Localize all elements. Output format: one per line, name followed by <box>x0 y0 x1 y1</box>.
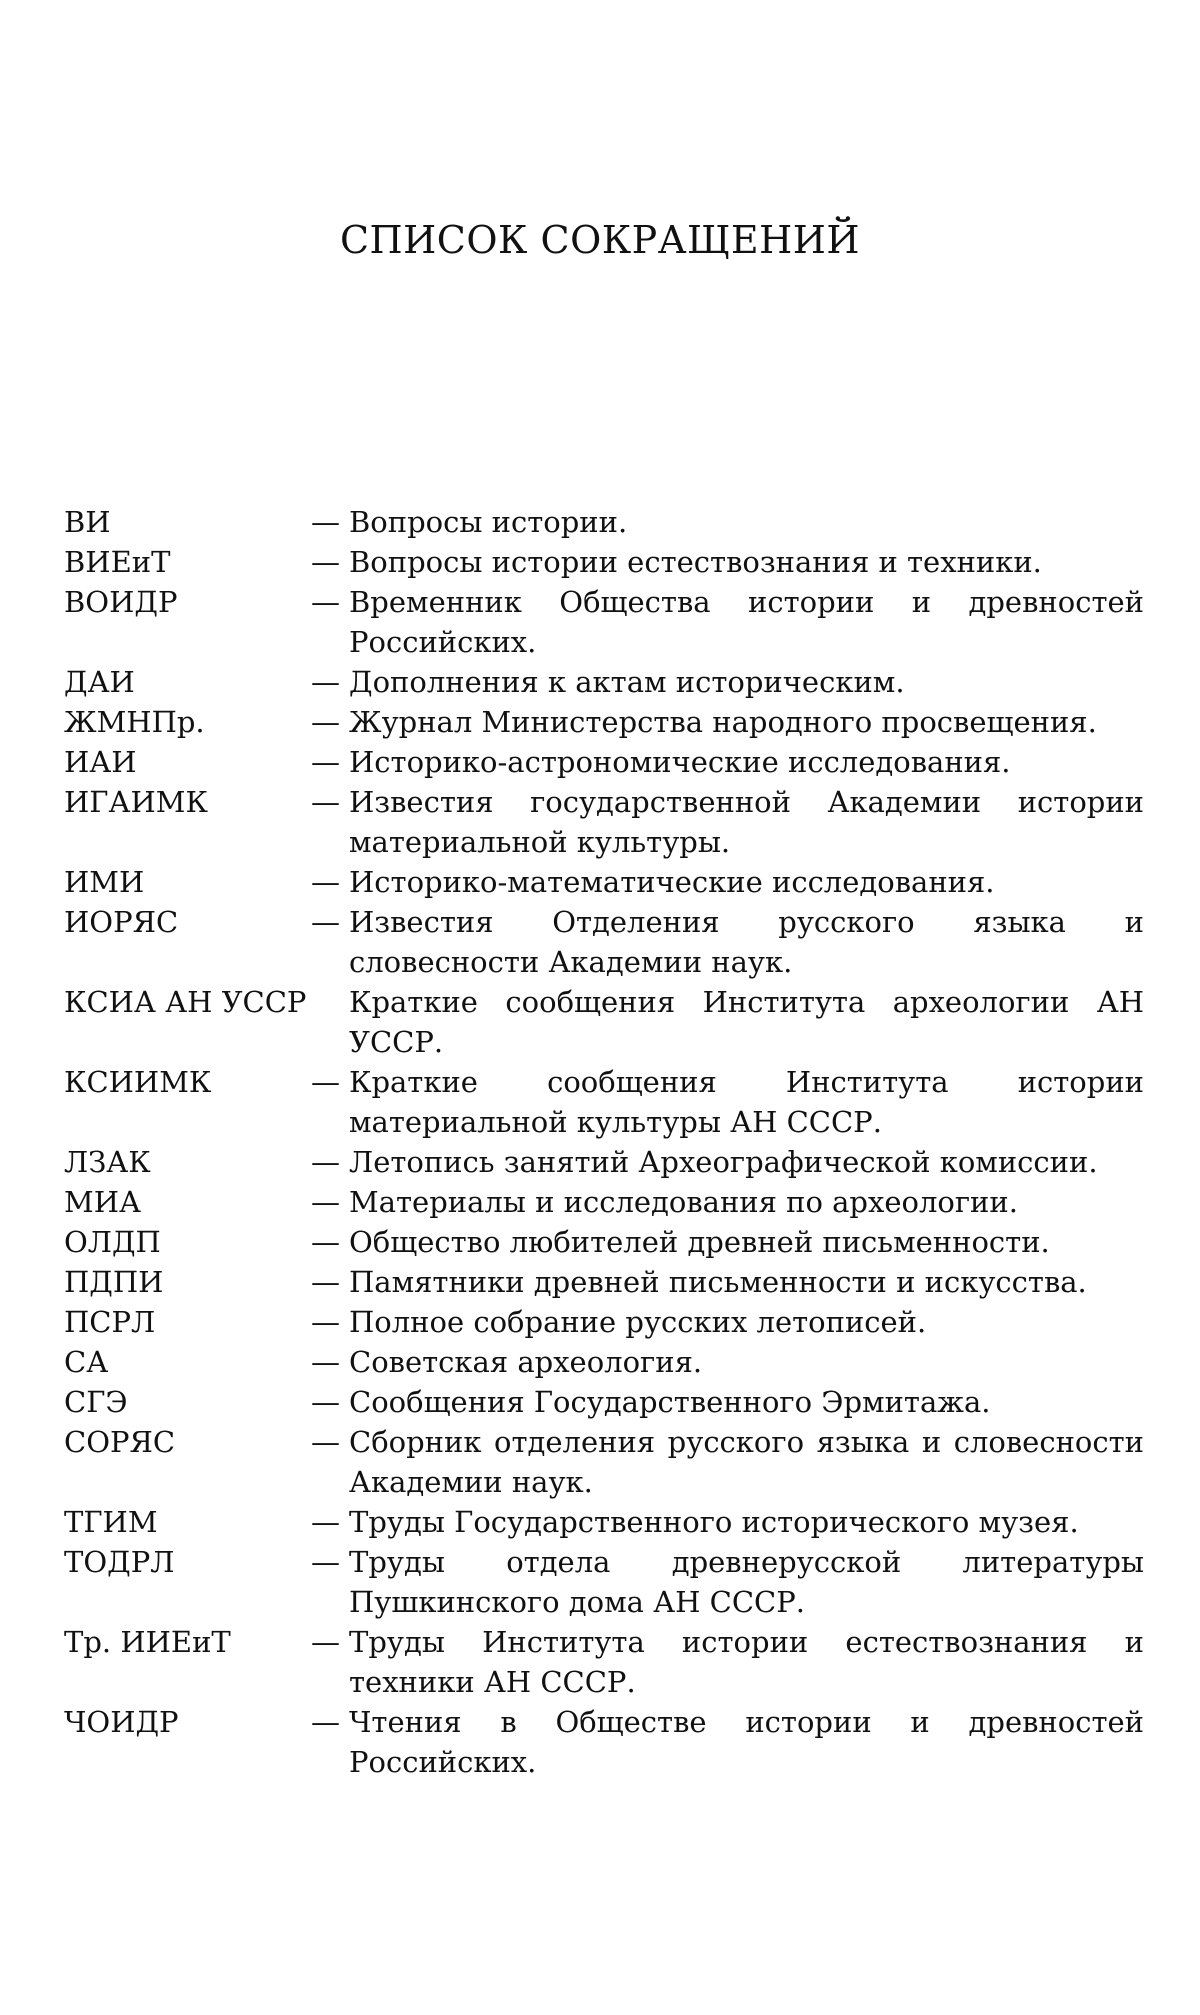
abbreviation-dash: — <box>311 705 340 739</box>
abbreviation-definition: Временник Общества истории и древностей Российских. <box>349 585 1144 659</box>
abbreviation-term: ИОРЯС <box>64 905 179 939</box>
list-item <box>64 1302 1144 1342</box>
abbreviation-term: ДАИ <box>64 665 135 699</box>
abbreviation-dash: — <box>311 1385 340 1419</box>
abbreviation-term: ЧОИДР <box>64 1705 179 1739</box>
list-item <box>64 1262 1144 1302</box>
abbreviation-dash: — <box>311 1545 340 1579</box>
abbreviation-dash: — <box>311 1505 340 1539</box>
list-item <box>64 1382 1144 1422</box>
abbreviation-definition: Сборник отделения русского языка и словесности Академии наук. <box>349 1425 1144 1499</box>
abbreviation-term: ВИЕиТ <box>64 545 171 579</box>
abbreviation-dash: — <box>311 545 340 579</box>
abbreviation-definition: Чтения в Обществе истории и древностей Российских. <box>349 1705 1144 1779</box>
list-item <box>64 702 1144 742</box>
abbreviation-dash: — <box>311 505 340 539</box>
list-item <box>64 662 1144 702</box>
abbreviation-dash: — <box>311 1705 340 1739</box>
list-item <box>64 542 1144 582</box>
abbreviation-term: КСИА АН УССР <box>64 985 307 1019</box>
abbreviation-definition: Известия Отделения русского языка и словесности Академии наук. <box>349 905 1144 979</box>
abbreviation-definition: Труды отдела древнерусской литературы Пушкинского дома АН СССР. <box>349 1545 1144 1619</box>
abbreviation-definition: Летопись занятий Археографической комиссии. <box>349 1145 1098 1179</box>
abbreviation-term: ИМИ <box>64 865 145 899</box>
list-item <box>64 782 1144 862</box>
abbreviation-term: ЖМНПр. <box>64 705 205 739</box>
abbreviation-dash: — <box>311 865 340 899</box>
abbreviation-term: СОРЯС <box>64 1425 176 1459</box>
list-item <box>64 1702 1144 1782</box>
abbreviation-term: ВОИДР <box>64 585 178 619</box>
abbreviation-term: ТГИМ <box>64 1505 158 1539</box>
list-item <box>64 1622 1144 1702</box>
list-item <box>64 1422 1144 1502</box>
abbreviation-definition: Краткие сообщения Института истории материальной культуры АН СССР. <box>349 1065 1144 1139</box>
abbreviation-term: ИАИ <box>64 745 137 779</box>
abbreviation-definition: Известия государственной Академии истории материальной культуры. <box>349 785 1144 859</box>
abbreviation-definition: Общество любителей древней письменности. <box>349 1225 1050 1259</box>
abbreviation-definition: Краткие сообщения Института археологии АН УССР. <box>349 985 1144 1059</box>
abbreviation-term: ИГАИМК <box>64 785 208 819</box>
abbreviation-definition: Полное собрание русских летописей. <box>349 1305 927 1339</box>
abbreviation-definition: Труды Института истории естествознания и техники АН СССР. <box>349 1625 1144 1699</box>
list-item <box>64 582 1144 662</box>
abbreviation-term: ТОДРЛ <box>64 1545 175 1579</box>
list-item <box>64 1182 1144 1222</box>
list-item <box>64 1222 1144 1262</box>
abbreviation-term: Тр. ИИЕиТ <box>64 1625 231 1659</box>
abbreviation-definition: Журнал Министерства народного просвещения. <box>349 705 1097 739</box>
abbreviation-dash: — <box>311 785 340 819</box>
abbreviation-dash: — <box>311 905 340 939</box>
list-item <box>64 1062 1144 1142</box>
list-item <box>64 1502 1144 1542</box>
abbreviation-dash: — <box>311 745 340 779</box>
abbreviation-term: СА <box>64 1345 109 1379</box>
abbreviation-definition: Памятники древней письменности и искусства. <box>349 1265 1087 1299</box>
abbreviation-definition: Труды Государственного исторического музея. <box>349 1505 1079 1539</box>
abbreviation-definition: Вопросы истории естествознания и техники. <box>349 545 1042 579</box>
abbreviation-term: ПСРЛ <box>64 1305 156 1339</box>
abbreviation-dash: — <box>311 1425 340 1459</box>
list-item <box>64 902 1144 982</box>
abbreviation-dash: — <box>311 1185 340 1219</box>
abbreviation-definition: Вопросы истории. <box>349 505 628 539</box>
abbreviation-dash: — <box>311 1345 340 1379</box>
list-item <box>64 1542 1144 1622</box>
abbreviation-dash: — <box>311 1225 340 1259</box>
abbreviation-term: ОЛДП <box>64 1225 161 1259</box>
abbreviation-definition: Историко-математические исследования. <box>349 865 995 899</box>
list-item <box>64 982 1144 1062</box>
page-title: СПИСОК СОКРАЩЕНИЙ <box>339 218 861 262</box>
abbreviation-definition: Сообщения Государственного Эрмитажа. <box>349 1385 991 1419</box>
abbreviation-definition: Материалы и исследования по археологии. <box>349 1185 1018 1219</box>
abbreviation-dash: — <box>311 665 340 699</box>
abbreviation-dash: — <box>311 1065 340 1099</box>
list-item <box>64 862 1144 902</box>
abbreviation-dash: — <box>311 1265 340 1299</box>
list-item <box>64 1342 1144 1382</box>
abbreviation-list <box>64 502 1144 1782</box>
abbreviation-term: ЛЗАК <box>64 1145 151 1179</box>
abbreviation-definition: Дополнения к актам историческим. <box>349 665 905 699</box>
abbreviation-dash: — <box>311 585 340 619</box>
abbreviation-dash: — <box>311 1305 340 1339</box>
abbreviation-term: ПДПИ <box>64 1265 164 1299</box>
abbreviation-dash: — <box>311 1625 340 1659</box>
list-item <box>64 1142 1144 1182</box>
list-item <box>64 742 1144 782</box>
abbreviation-dash: — <box>311 1145 340 1179</box>
abbreviation-term: КСИИМК <box>64 1065 212 1099</box>
abbreviation-term: МИА <box>64 1185 141 1219</box>
abbreviation-definition: Историко-астрономические исследования. <box>349 745 1011 779</box>
abbreviation-term: СГЭ <box>64 1385 128 1419</box>
abbreviation-definition: Советская археология. <box>349 1345 703 1379</box>
list-item <box>64 502 1144 542</box>
abbreviation-term: ВИ <box>64 505 111 539</box>
